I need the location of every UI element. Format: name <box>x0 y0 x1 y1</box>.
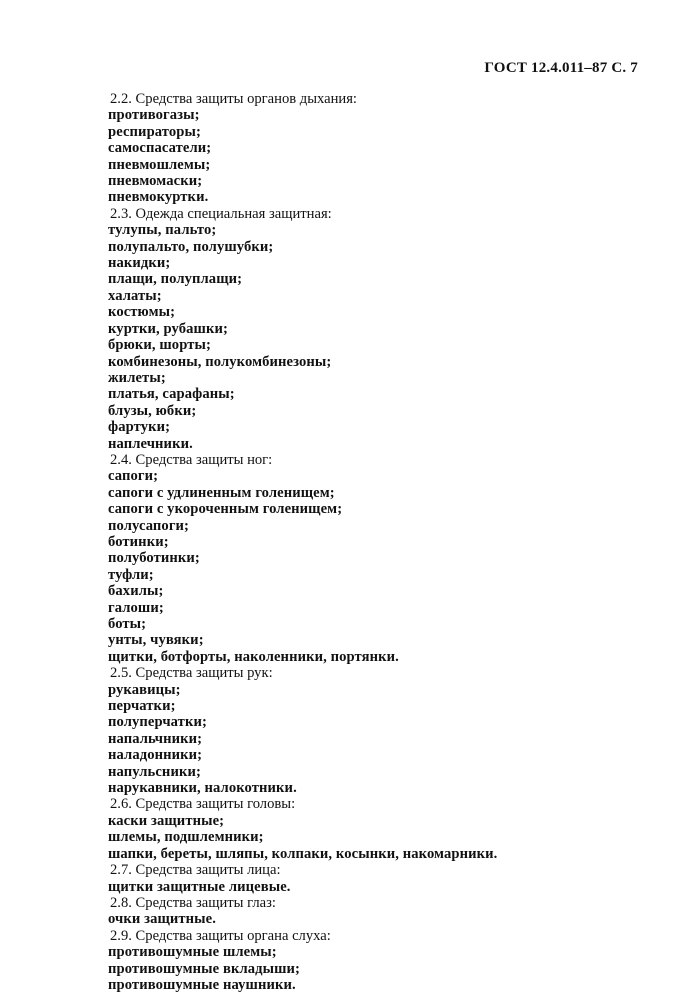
section-eyes <box>108 895 628 928</box>
list-item: пневмокуртки. <box>108 189 209 206</box>
list-item: противошумные наушники. <box>108 976 296 993</box>
list-item: щитки защитные лицевые. <box>108 878 291 895</box>
page-header-doc-ref: ГОСТ 12.4.011–87 С. 7 <box>484 60 638 76</box>
list-item: фартуки; <box>108 419 171 436</box>
list-item: тулупы, пальто; <box>108 222 217 239</box>
section-heading: 2.7. Средства защиты лица: <box>110 862 281 879</box>
list-item: перчатки; <box>108 698 176 715</box>
list-item: полуботинки; <box>108 550 200 567</box>
list-item: респираторы; <box>108 123 201 140</box>
list-item: нарукавники, налокотники. <box>108 780 297 797</box>
section-heading: 2.8. Средства защиты глаз: <box>110 894 276 911</box>
list-item: очки защитные. <box>108 911 217 928</box>
list-item: плащи, полуплащи; <box>108 271 243 288</box>
list-item: сапоги с удлиненным голенищем; <box>108 484 335 501</box>
section-hearing <box>108 928 628 993</box>
section-heading: 2.3. Одежда специальная защитная: <box>110 205 332 222</box>
list-item: рукавицы; <box>108 681 181 698</box>
section-heading: 2.5. Средства защиты рук: <box>110 665 273 682</box>
list-item: бахилы; <box>108 583 164 600</box>
list-item: наплечники. <box>108 435 193 452</box>
list-item: туфли; <box>108 566 154 583</box>
list-item: полуперчатки; <box>108 714 207 731</box>
section-heading: 2.9. Средства защиты органа слуха: <box>110 927 331 944</box>
list-item: щитки, ботфорты, наколенники, портянки. <box>108 648 399 665</box>
list-item: халаты; <box>108 287 162 304</box>
section-feet <box>108 452 628 665</box>
section-head <box>108 796 628 862</box>
document-body <box>108 91 628 993</box>
list-item: пневмомаски; <box>108 173 203 190</box>
list-item: накидки; <box>108 255 171 272</box>
list-item: самоспасатели; <box>108 140 212 157</box>
list-item: жилеты; <box>108 369 166 386</box>
list-item: шапки, береты, шляпы, колпаки, косынки, накомарники. <box>108 845 498 862</box>
list-item: каски защитные; <box>108 812 225 829</box>
list-item: комбинезоны, полукомбинезоны; <box>108 353 332 370</box>
list-item: противошумные шлемы; <box>108 944 277 961</box>
list-item: сапоги с укороченным голенищем; <box>108 501 343 518</box>
list-item: полупальто, полушубки; <box>108 238 274 255</box>
section-heading: 2.6. Средства защиты головы: <box>110 796 296 813</box>
list-item: галоши; <box>108 599 164 616</box>
list-item: противошумные вкладыши; <box>108 960 301 977</box>
section-respiratory <box>108 91 628 206</box>
list-item: напульсники; <box>108 763 201 780</box>
list-item: наладонники; <box>108 747 203 764</box>
section-face <box>108 862 628 895</box>
section-heading: 2.2. Средства защиты органов дыхания: <box>110 91 357 107</box>
section-clothing <box>108 206 628 452</box>
list-item: костюмы; <box>108 304 176 321</box>
list-item: унты, чувяки; <box>108 632 204 649</box>
list-item: блузы, юбки; <box>108 402 197 419</box>
list-item: куртки, рубашки; <box>108 320 228 337</box>
section-hands <box>108 665 628 796</box>
list-item: напальчники; <box>108 730 203 747</box>
list-item: платья, сарафаны; <box>108 386 235 403</box>
list-item: брюки, шорты; <box>108 337 211 354</box>
list-item: сапоги; <box>108 468 159 485</box>
section-heading: 2.4. Средства защиты ног: <box>110 451 273 468</box>
list-item: боты; <box>108 616 147 632</box>
list-item: пневмошлемы; <box>108 156 211 173</box>
list-item: ботинки; <box>108 533 169 550</box>
list-item: полусапоги; <box>108 517 190 534</box>
list-item: шлемы, подшлемники; <box>108 829 264 846</box>
list-item: противогазы; <box>108 107 200 124</box>
